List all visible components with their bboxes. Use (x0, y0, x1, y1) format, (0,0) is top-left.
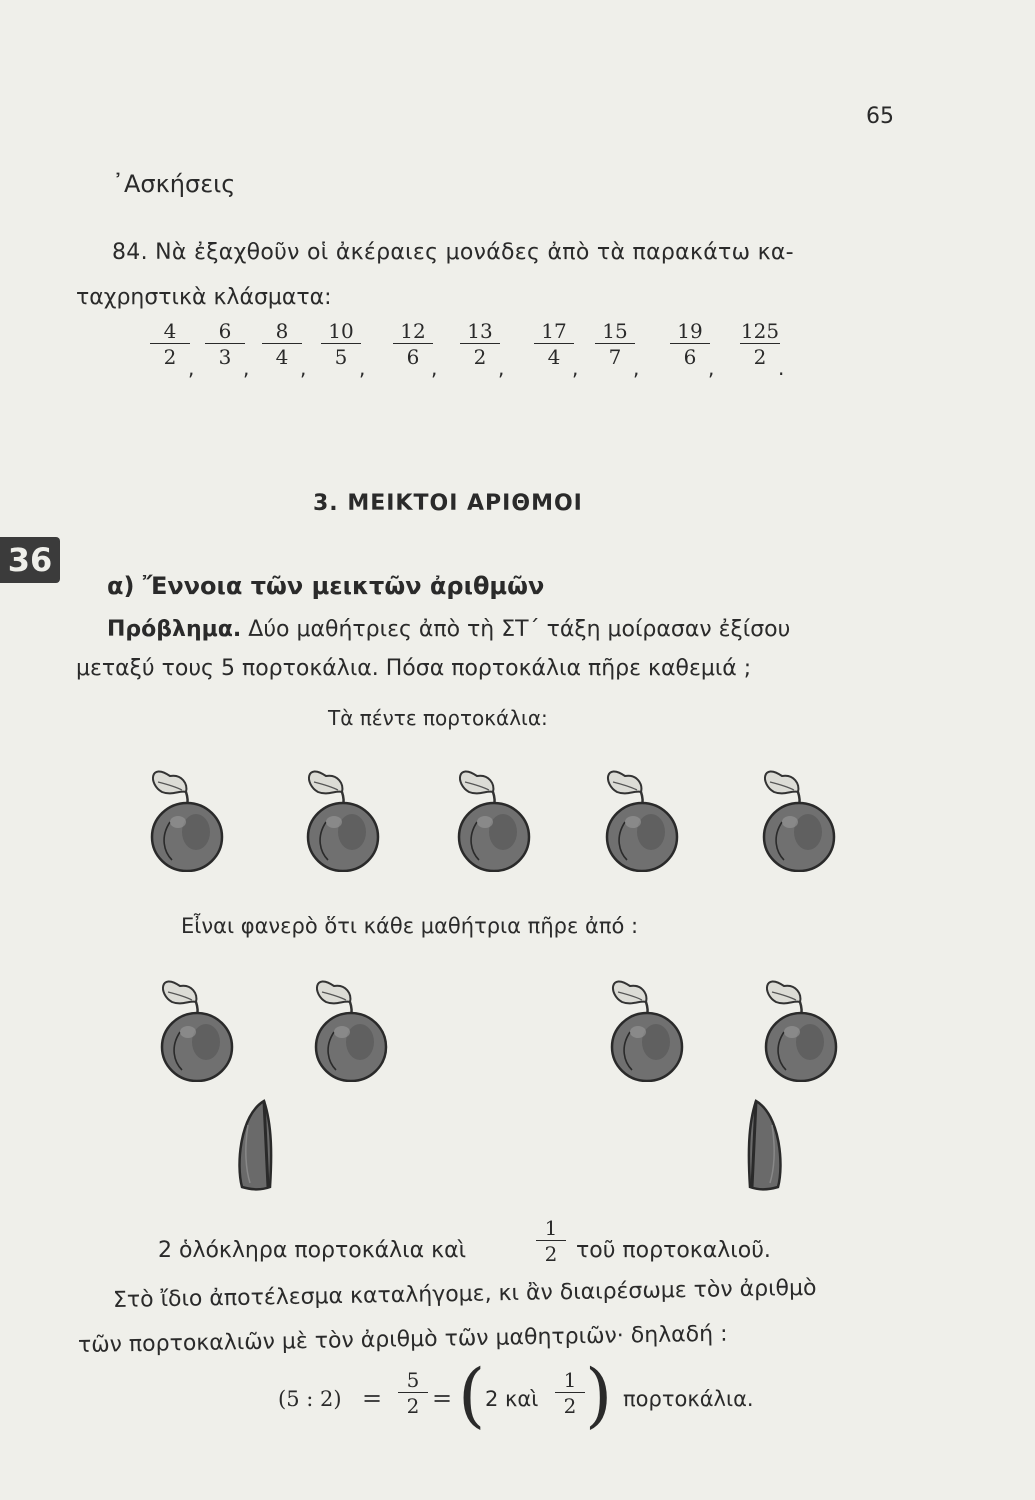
fraction-numerator: 4 (150, 320, 190, 344)
separator: , (300, 356, 307, 380)
fraction-denominator: 2 (473, 345, 487, 369)
caption-each-student: Εἶναι φανερὸ ὅτι κάθε μαθήτρια πῆρε ἀπό : (181, 914, 639, 938)
section-heading: ᾽Ασκήσεις (112, 170, 236, 198)
fraction (460, 320, 500, 370)
separator: , (572, 356, 579, 380)
fraction-numerator: 5 (398, 1368, 428, 1393)
equation-left: (5 : 2) (278, 1387, 342, 1411)
separator: , (431, 356, 438, 380)
chapter-title: 3. ΜΕΙΚΤΟΙ ΑΡΙΘΜΟΙ (313, 491, 583, 516)
problem-line-2: μεταξύ τους 5 πορτοκάλια. Πόσα πορτοκάλια πῆρε καθεμιά ; (76, 656, 752, 681)
problem-line-1 (107, 617, 790, 642)
orange-icon (304, 962, 394, 1082)
equation-unit: πορτοκάλια. (623, 1387, 754, 1411)
fraction-denominator: 6 (683, 345, 697, 369)
fraction-numerator: 15 (595, 320, 635, 344)
page-number: 65 (866, 104, 894, 129)
fraction (150, 320, 190, 370)
fraction-denominator: 2 (163, 345, 177, 369)
fraction-denominator: 5 (334, 345, 348, 369)
orange-icon (752, 752, 842, 872)
separator: , (708, 356, 715, 380)
orange-icon (140, 752, 230, 872)
subheading: α) Ἔννοια τῶν μεικτῶν ἀριθμῶν (107, 572, 545, 600)
fraction-numerator: 12 (393, 320, 433, 344)
problem-text: Δύο μαθήτριες ἀπὸ τὴ ΣΤ΄ τάξη μοίρασαν ἐξίσου (241, 617, 791, 642)
separator: , (188, 356, 195, 380)
conclusion-line-2: τῶν πορτοκαλιῶν μὲ τὸν ἀριθμὸ τῶν μαθητριῶν· δηλαδή : (77, 1321, 728, 1358)
result-fraction (536, 1216, 566, 1267)
fraction-numerator: 13 (460, 320, 500, 344)
fraction (670, 320, 710, 370)
problem-label: Πρόβλημα. (107, 617, 242, 642)
separator: , (359, 356, 366, 380)
equals-sign: = (432, 1384, 453, 1412)
fraction-numerator: 1 (536, 1216, 566, 1241)
half-orange-icon (232, 1095, 280, 1195)
fraction-denominator: 6 (406, 345, 420, 369)
fraction (595, 320, 635, 370)
conclusion-line-1: Στὸ ἴδιο ἀποτέλεσμα καταλήγομε, κι ἂν διαιρέσωμε τὸν ἀριθμὸ (112, 1275, 817, 1313)
fraction-denominator: 7 (608, 345, 622, 369)
separator: . (778, 356, 785, 380)
separator: , (498, 356, 505, 380)
equation-fraction-1 (398, 1368, 428, 1419)
fraction-denominator: 2 (753, 345, 767, 369)
result-text-end: τοῦ πορτοκαλιοῦ. (576, 1238, 771, 1263)
exercise-line-2: ταχρηστικὰ κλάσματα: (76, 285, 332, 310)
orange-icon (754, 962, 844, 1082)
tab-badge: 36 (0, 537, 60, 583)
fraction-numerator: 1 (555, 1368, 585, 1393)
fraction-denominator: 4 (275, 345, 289, 369)
exercise-line-1: 84. Νὰ ἐξαχθοῦν οἱ ἀκέραιες μονάδες ἀπὸ τὰ παρακάτω κα- (112, 240, 794, 265)
fraction (740, 320, 780, 370)
fraction-numerator: 10 (321, 320, 361, 344)
orange-icon (447, 752, 537, 872)
equation-inside-text: 2 καὶ (485, 1387, 539, 1411)
result-text: 2 ὁλόκληρα πορτοκάλια καὶ (158, 1238, 467, 1263)
fraction-denominator: 3 (218, 345, 232, 369)
fraction (262, 320, 302, 370)
fraction (534, 320, 574, 370)
separator: , (243, 356, 250, 380)
fraction-numerator: 19 (670, 320, 710, 344)
fraction-numerator: 17 (534, 320, 574, 344)
fraction-denominator: 2 (544, 1242, 558, 1266)
separator: , (633, 356, 640, 380)
fraction-denominator: 2 (563, 1394, 577, 1418)
fraction (393, 320, 433, 370)
close-paren: ) (585, 1354, 613, 1436)
fraction (205, 320, 245, 370)
fraction (321, 320, 361, 370)
equation-fraction-2 (555, 1368, 585, 1419)
fraction-numerator: 8 (262, 320, 302, 344)
orange-icon (296, 752, 386, 872)
half-orange-icon (740, 1095, 788, 1195)
open-paren: ( (458, 1354, 486, 1436)
fraction-numerator: 125 (740, 319, 780, 343)
caption-five-oranges: Τὰ πέντε πορτοκάλια: (328, 706, 548, 730)
fraction-numerator: 6 (205, 320, 245, 344)
orange-icon (600, 962, 690, 1082)
fraction-denominator: 4 (547, 345, 561, 369)
equals-sign: = (362, 1384, 383, 1412)
orange-icon (150, 962, 240, 1082)
orange-icon (595, 752, 685, 872)
fraction-denominator: 2 (406, 1394, 420, 1418)
